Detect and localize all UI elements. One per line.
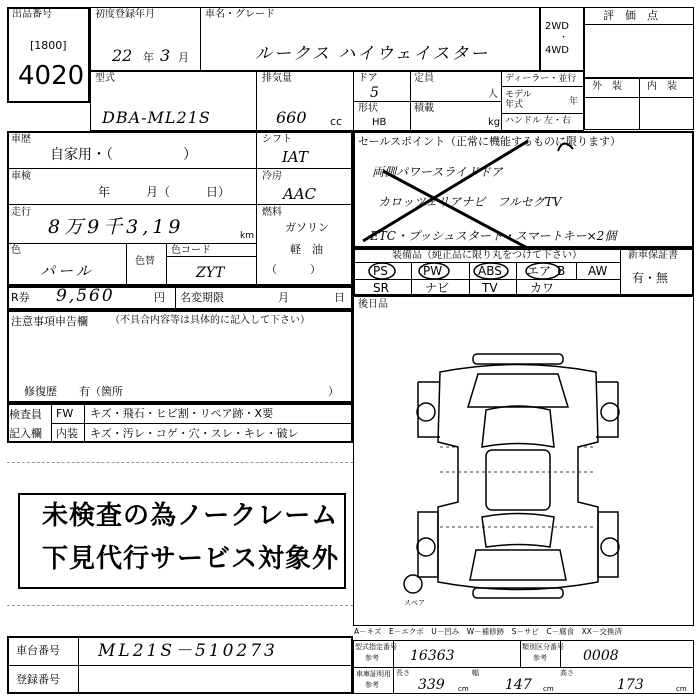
equip-navi: ナビ bbox=[425, 281, 450, 295]
history-label: 車歴 bbox=[11, 134, 31, 145]
fuel-diesel: 軽 油 bbox=[290, 243, 323, 256]
history-value: 自家用・（ ） bbox=[50, 147, 197, 163]
car-diagram bbox=[378, 352, 628, 612]
fuel-label: 燃料 bbox=[262, 207, 282, 218]
drive-2wd: 2WD bbox=[545, 21, 569, 32]
displacement-value: 660 bbox=[276, 108, 307, 127]
color-code-value: ZYT bbox=[196, 265, 225, 281]
equipment-circles bbox=[353, 262, 620, 296]
inspector-label2: 記入欄 bbox=[9, 427, 42, 440]
lot-number-sub: [1800] bbox=[30, 39, 67, 52]
load-unit: kg bbox=[488, 117, 501, 128]
warranty-label: 新車保証書 bbox=[628, 250, 678, 261]
capacity-unit: 人 bbox=[488, 89, 498, 100]
sales-point-label: セールスポイント（正常に機能するものに限ります） bbox=[358, 135, 622, 148]
color-value: パール bbox=[40, 262, 94, 280]
no-claim-line2: 下見代行サービス対象外 bbox=[42, 544, 340, 574]
equip-aw: AW bbox=[588, 264, 608, 278]
door-label: ドア bbox=[358, 73, 378, 84]
grade-label: 評 価 点 bbox=[603, 9, 658, 22]
drive-dot: ・ bbox=[559, 33, 569, 43]
inspector-label1: 検査員 bbox=[9, 408, 42, 421]
model-year-label: モデル 年式 bbox=[505, 90, 532, 110]
sales-point-line2: カロッツェリアナビ フルセグTV bbox=[378, 195, 562, 209]
height-unit: cm bbox=[676, 685, 687, 693]
chassis-label: 車台番号 bbox=[16, 644, 60, 657]
model-label: 型式 bbox=[95, 73, 115, 84]
drive-4wd: 4WD bbox=[545, 45, 569, 56]
handle-label: ハンドル 左・右 bbox=[505, 116, 571, 126]
fuel-other: （ ） bbox=[266, 263, 321, 276]
notes-sub: （不具合内容等は具体的に記入して下さい） bbox=[110, 315, 310, 326]
chassis-value: ML21S－510273 bbox=[98, 641, 278, 661]
sales-point-strikeout bbox=[353, 131, 694, 248]
shape-value: HB bbox=[372, 117, 387, 128]
shift-label: シフト bbox=[262, 134, 292, 145]
equip-pw: PW bbox=[423, 264, 443, 278]
no-claim-line1: 未検査の為ノークレーム bbox=[42, 501, 339, 531]
name-change-label: 名変期限 bbox=[180, 291, 224, 304]
name-grade-label: 車名・グレード bbox=[205, 9, 275, 20]
post-repair-label: 後日品 bbox=[358, 299, 388, 310]
reg-year-mark: 年 bbox=[143, 51, 154, 64]
dealer-label: ディーラー・並行 bbox=[505, 74, 577, 84]
width-value: 147 bbox=[505, 677, 532, 693]
load-label: 積載 bbox=[414, 103, 434, 114]
inspection-value: 年 月（ 日） bbox=[98, 185, 231, 199]
color-label: 色 bbox=[11, 245, 21, 256]
ac-value: AAC bbox=[283, 185, 317, 203]
equip-b: B bbox=[557, 264, 566, 278]
mileage-unit: km bbox=[240, 231, 254, 241]
equip-leather: カワ bbox=[530, 281, 555, 295]
shift-value: IAT bbox=[282, 148, 308, 166]
name-change-day: 日 bbox=[334, 291, 345, 304]
registration-label: 登録番号 bbox=[16, 673, 60, 686]
recycle-value: 9,560 bbox=[56, 286, 115, 306]
equipment-label: 装備品（純正品に限り丸をつけて下さい） bbox=[392, 250, 582, 261]
recycle-label: R券 bbox=[11, 291, 30, 304]
type-label1: 型式指定番号 bbox=[355, 643, 397, 651]
name-change-month: 月 bbox=[278, 291, 289, 304]
length-unit: cm bbox=[458, 685, 469, 693]
inspector-in: 内装 bbox=[56, 427, 78, 440]
width-label: 幅 bbox=[472, 669, 479, 677]
repair-history: 修復歴 有（箇所 bbox=[24, 385, 123, 398]
length-value: 339 bbox=[418, 677, 445, 693]
exterior-label: 外 装 bbox=[592, 81, 622, 92]
shape-label: 形状 bbox=[358, 103, 378, 114]
name-grade-value: ルークス ハイウェイスター bbox=[255, 44, 490, 64]
height-label: 高さ bbox=[560, 669, 574, 677]
dim-label1: 車庫証明用 bbox=[356, 670, 391, 678]
type-label2: 参考 bbox=[365, 654, 379, 662]
type-value: 16363 bbox=[410, 648, 455, 664]
inspector-fw-text: キズ・飛石・ヒビ割・リペア跡・X要 bbox=[90, 407, 274, 420]
door-value: 5 bbox=[370, 85, 379, 101]
length-label: 長さ bbox=[396, 669, 410, 677]
ac-label: 冷房 bbox=[262, 171, 282, 182]
class-value: 0008 bbox=[583, 648, 619, 664]
inspector-fw: FW bbox=[56, 407, 74, 420]
lot-number-value: 4020 bbox=[18, 61, 85, 91]
equip-tv: TV bbox=[482, 281, 498, 295]
sales-point-line3: ETC・プッシュスタート・スマートキー×2個 bbox=[370, 229, 617, 243]
color-code-label: 色コード bbox=[171, 245, 211, 256]
inspection-label: 車検 bbox=[11, 171, 31, 182]
displacement-label: 排気量 bbox=[262, 73, 292, 84]
equip-abs: ABS bbox=[478, 264, 502, 278]
warranty-value: 有・無 bbox=[632, 271, 669, 285]
model-year-mark: 年 bbox=[569, 97, 579, 107]
equip-air: エア bbox=[527, 264, 552, 278]
dim-label2: 参考 bbox=[365, 681, 379, 689]
recycle-unit: 円 bbox=[154, 291, 165, 304]
width-unit: cm bbox=[543, 685, 554, 693]
reg-year: 22 bbox=[112, 46, 133, 65]
fuel-gasoline: ガソリン bbox=[285, 221, 329, 234]
mileage-label: 走行 bbox=[11, 207, 31, 218]
equip-ps: PS bbox=[373, 264, 388, 278]
interior-label: 内 装 bbox=[647, 81, 677, 92]
model-value: DBA-ML21S bbox=[102, 108, 211, 127]
spare-label: スペア bbox=[404, 599, 425, 607]
inspector-in-text: キズ・汚レ・コゲ・穴・スレ・キレ・破レ bbox=[90, 427, 299, 440]
equip-sr: SR bbox=[373, 281, 389, 295]
sales-point-line1: 両側パワースライドドア bbox=[372, 165, 503, 179]
repair-history-close: ） bbox=[328, 385, 339, 398]
notes-label: 注意事項申告欄 bbox=[11, 315, 88, 328]
lot-number-label: 出品番号 bbox=[12, 9, 52, 20]
class-label1: 類別区分番号 bbox=[522, 643, 564, 651]
reg-label: 初度登録年月 bbox=[95, 9, 155, 20]
repaint-label: 色替 bbox=[135, 256, 155, 267]
mileage-value: 8万9千3,19 bbox=[48, 216, 185, 238]
capacity-label: 定員 bbox=[414, 73, 434, 84]
reg-month-mark: 月 bbox=[178, 51, 189, 64]
class-label2: 参考 bbox=[533, 654, 547, 662]
height-value: 173 bbox=[617, 677, 644, 693]
damage-legend: A－キズ E－エクボ U－凹み W－補修跡 S－サビ C－腐食 XX－交換済 bbox=[354, 627, 622, 636]
displacement-unit: cc bbox=[330, 115, 343, 128]
reg-month: 3 bbox=[160, 46, 171, 65]
